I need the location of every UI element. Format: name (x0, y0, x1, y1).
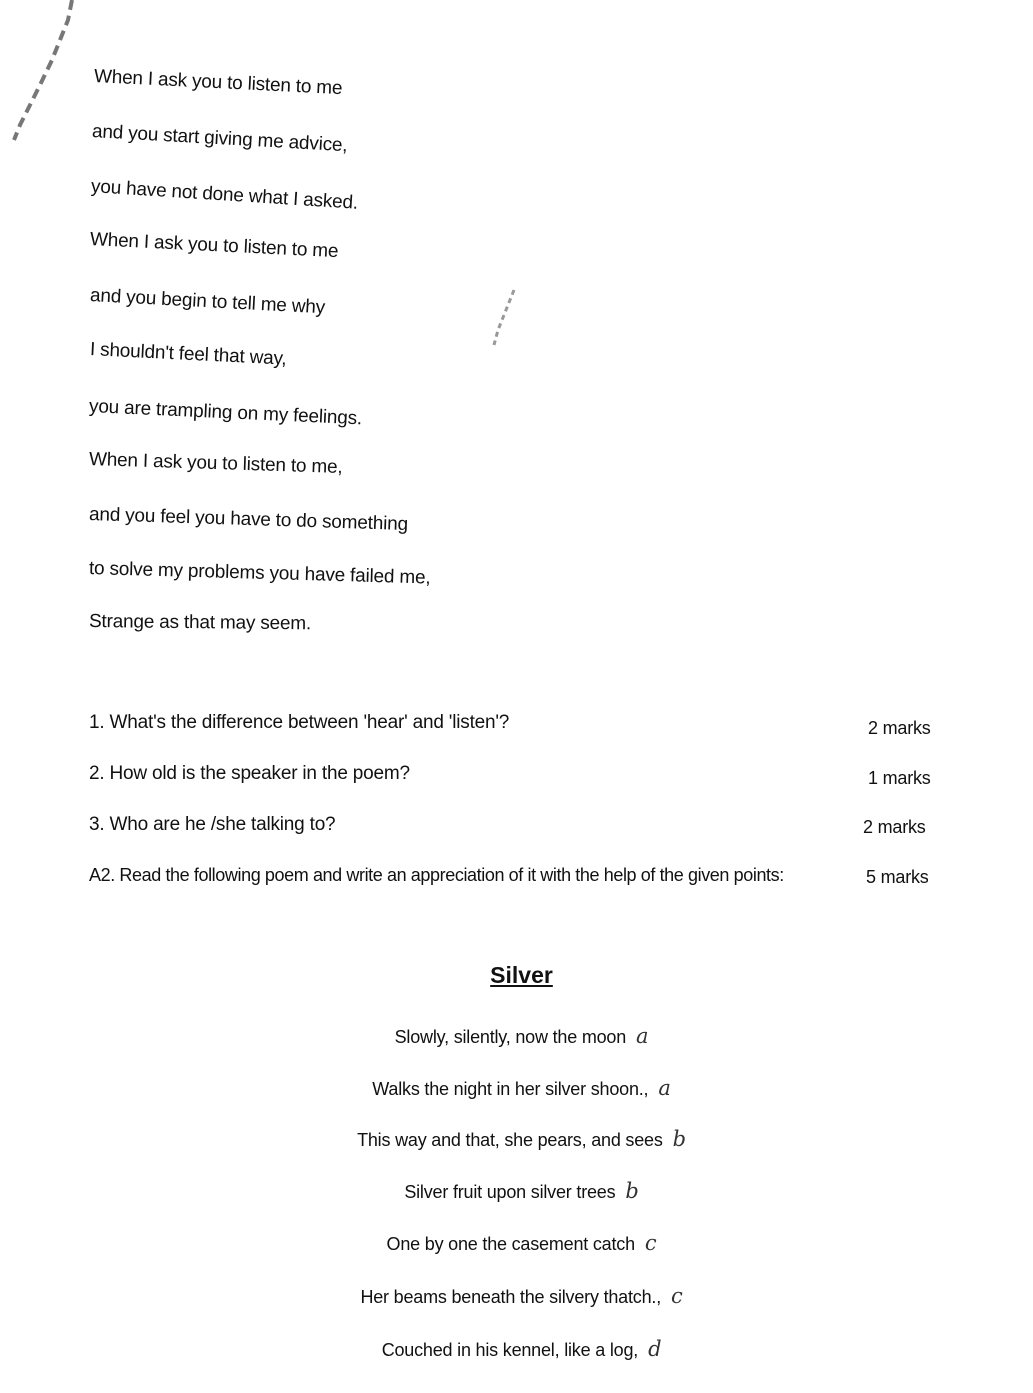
poem-line-text: Slowly, silently, now the moon (394, 1027, 627, 1047)
rhyme-annotation: a (636, 1024, 649, 1048)
poem-line-text: One by one the casement catch (386, 1234, 635, 1254)
scan-smudge-left (0, 0, 90, 160)
question-2-marks: 1 marks (868, 768, 931, 788)
poem-line: and you start giving me advice, (91, 121, 348, 157)
poem-line-text: Silver fruit upon silver trees (404, 1182, 616, 1202)
poem-line: to solve my problems you have failed me, (88, 558, 431, 589)
poem-line: When I ask you to listen to me (89, 229, 339, 263)
question-2: 2. How old is the speaker in the poem? (89, 763, 410, 784)
poem-line (0, 1024, 1033, 1048)
scan-smudge-middle (480, 280, 520, 360)
poem-line (0, 1127, 1033, 1151)
rhyme-annotation: b (625, 1179, 639, 1203)
poem-title: Silver (490, 962, 553, 988)
poem-line: Strange as that may seem. (88, 611, 312, 635)
poem-line-text: Walks the night in her silver shoon., (372, 1079, 649, 1099)
question-1-marks: 2 marks (868, 718, 931, 738)
rhyme-annotation: a (658, 1076, 671, 1100)
poem-line-text: Her beams beneath the silvery thatch., (360, 1287, 661, 1307)
poem-line: I shouldn't feel that way, (89, 339, 287, 370)
question-3-marks: 2 marks (863, 817, 926, 837)
poem-line: When I ask you to listen to me, (88, 449, 343, 478)
question-1: 1. What's the difference between 'hear' and 'listen'? (89, 712, 510, 733)
poem-line-text: Couched in his kennel, like a log, (381, 1340, 639, 1360)
poem-line: you have not done what I asked. (90, 176, 359, 214)
poem-line: and you feel you have to do something (88, 504, 409, 536)
poem-line: When I ask you to listen to me (93, 66, 343, 100)
rhyme-annotation: d (648, 1337, 662, 1361)
poem-line (0, 1076, 1033, 1100)
poem-line (0, 1231, 1033, 1255)
poem-line: and you begin to tell me why (89, 285, 326, 319)
rhyme-annotation: b (672, 1127, 686, 1151)
poem-line (0, 1179, 1033, 1203)
rhyme-annotation: c (671, 1284, 683, 1308)
poem-line (0, 1284, 1033, 1308)
poem-line (0, 1337, 1033, 1361)
poem-line: you are trampling on my feelings. (88, 396, 363, 430)
poem-line-text: This way and that, she pears, and sees (357, 1130, 663, 1150)
question-a2: A2. Read the following poem and write an appreciation of it with the help of the given points: (89, 865, 784, 885)
rhyme-annotation: c (644, 1231, 657, 1255)
question-a2-marks: 5 marks (866, 867, 929, 887)
question-3: 3. Who are he /she talking to? (89, 814, 336, 835)
